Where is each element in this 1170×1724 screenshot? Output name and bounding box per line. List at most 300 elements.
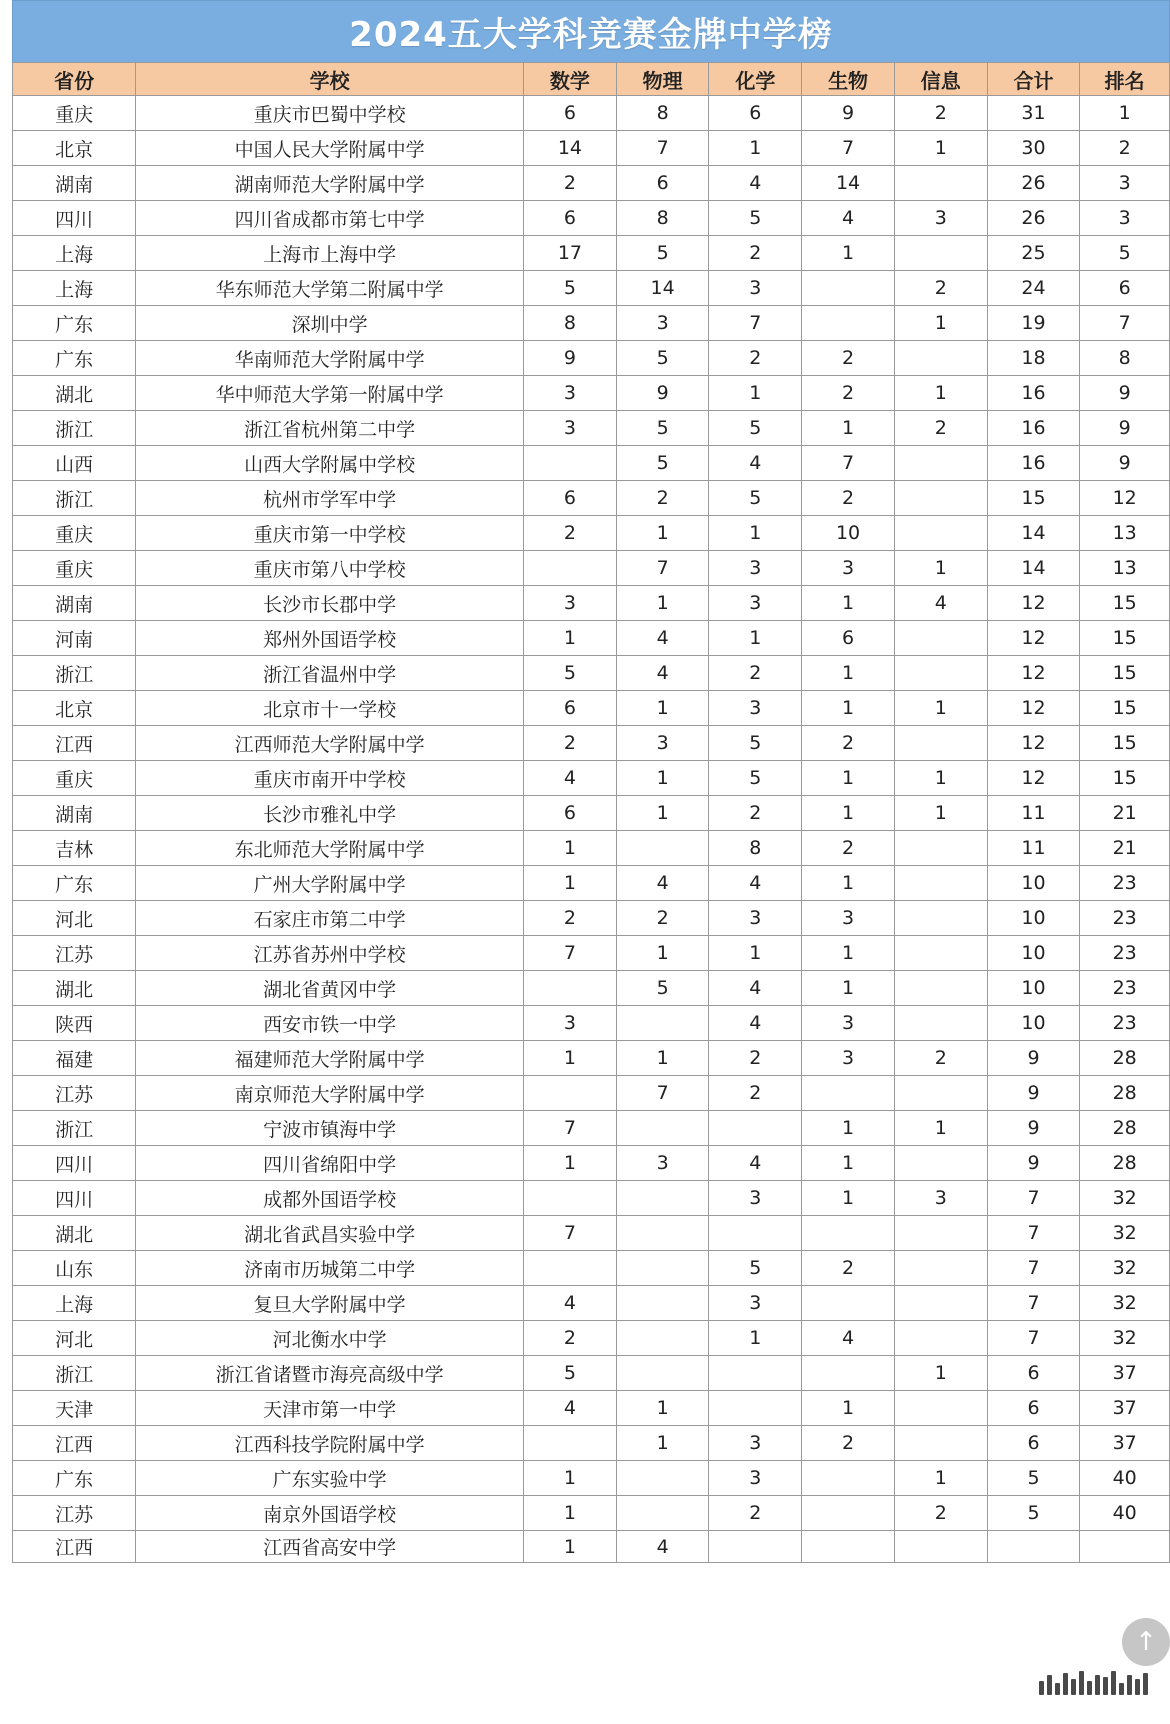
table-row	[13, 1531, 1170, 1563]
cell-rank: 37	[1080, 1391, 1170, 1426]
cell-physics: 7	[616, 551, 709, 586]
cell-province: 湖南	[13, 796, 136, 831]
cell-physics: 5	[616, 236, 709, 271]
cell-chemistry: 1	[709, 131, 802, 166]
cell-physics: 5	[616, 341, 709, 376]
cell-physics	[616, 1006, 709, 1041]
cell-math: 6	[524, 481, 617, 516]
cell-chemistry: 1	[709, 621, 802, 656]
table-row	[13, 796, 1170, 831]
column-header-physics: 物理	[616, 63, 709, 96]
cell-total: 7	[987, 1251, 1080, 1286]
cell-informatics	[894, 1146, 987, 1181]
cell-math: 3	[524, 411, 617, 446]
cell-chemistry: 2	[709, 656, 802, 691]
cell-physics: 1	[616, 691, 709, 726]
cell-physics: 1	[616, 1426, 709, 1461]
cell-math: 1	[524, 1461, 617, 1496]
cell-physics: 3	[616, 1146, 709, 1181]
cell-school: 成都外国语学校	[136, 1181, 524, 1216]
cell-school: 湖北省武昌实验中学	[136, 1216, 524, 1251]
cell-math: 4	[524, 1286, 617, 1321]
cell-province: 四川	[13, 1181, 136, 1216]
cell-school: 郑州外国语学校	[136, 621, 524, 656]
cell-chemistry: 3	[709, 1286, 802, 1321]
cell-biology: 4	[802, 1321, 895, 1356]
table-row	[13, 1146, 1170, 1181]
cell-rank: 23	[1080, 971, 1170, 1006]
table-row	[13, 481, 1170, 516]
cell-total: 26	[987, 166, 1080, 201]
table-row	[13, 726, 1170, 761]
header-row	[13, 63, 1170, 96]
cell-math: 3	[524, 376, 617, 411]
cell-rank: 32	[1080, 1251, 1170, 1286]
cell-chemistry	[709, 1216, 802, 1251]
cell-chemistry: 5	[709, 1251, 802, 1286]
cell-biology: 1	[802, 796, 895, 831]
table-row	[13, 1461, 1170, 1496]
cell-total: 9	[987, 1146, 1080, 1181]
column-header-biology: 生物	[802, 63, 895, 96]
cell-school: 华南师范大学附属中学	[136, 341, 524, 376]
cell-chemistry: 2	[709, 1496, 802, 1531]
cell-rank: 21	[1080, 831, 1170, 866]
cell-province: 江苏	[13, 1496, 136, 1531]
cell-physics: 2	[616, 481, 709, 516]
table-row	[13, 971, 1170, 1006]
cell-province: 湖北	[13, 1216, 136, 1251]
cell-informatics	[894, 866, 987, 901]
cell-province: 河南	[13, 621, 136, 656]
ranking-table	[12, 62, 1170, 1563]
cell-informatics: 1	[894, 761, 987, 796]
cell-chemistry: 5	[709, 481, 802, 516]
cell-physics: 9	[616, 376, 709, 411]
cell-math: 6	[524, 691, 617, 726]
cell-total: 12	[987, 726, 1080, 761]
cell-physics	[616, 1111, 709, 1146]
cell-biology: 3	[802, 551, 895, 586]
watermark-bars-icon	[1039, 1671, 1148, 1695]
cell-math: 5	[524, 271, 617, 306]
table-row	[13, 691, 1170, 726]
cell-school: 西安市铁一中学	[136, 1006, 524, 1041]
cell-physics: 7	[616, 131, 709, 166]
table-row	[13, 131, 1170, 166]
cell-total: 25	[987, 236, 1080, 271]
cell-total: 12	[987, 761, 1080, 796]
table-row	[13, 201, 1170, 236]
cell-province: 天津	[13, 1391, 136, 1426]
cell-biology	[802, 1496, 895, 1531]
cell-province: 上海	[13, 1286, 136, 1321]
cell-province: 北京	[13, 691, 136, 726]
cell-province: 广东	[13, 1461, 136, 1496]
cell-informatics	[894, 166, 987, 201]
cell-rank: 28	[1080, 1041, 1170, 1076]
cell-chemistry: 4	[709, 866, 802, 901]
cell-chemistry: 2	[709, 1076, 802, 1111]
cell-math	[524, 551, 617, 586]
cell-physics: 4	[616, 656, 709, 691]
cell-province: 陕西	[13, 1006, 136, 1041]
table-row	[13, 1076, 1170, 1111]
cell-math	[524, 971, 617, 1006]
table-row	[13, 166, 1170, 201]
cell-math: 2	[524, 1321, 617, 1356]
cell-biology: 9	[802, 96, 895, 131]
cell-physics: 8	[616, 96, 709, 131]
cell-chemistry: 5	[709, 726, 802, 761]
cell-informatics: 2	[894, 1041, 987, 1076]
cell-rank: 9	[1080, 411, 1170, 446]
cell-chemistry: 3	[709, 901, 802, 936]
cell-chemistry	[709, 1356, 802, 1391]
watermark	[1039, 1666, 1148, 1700]
cell-school: 济南市历城第二中学	[136, 1251, 524, 1286]
cell-chemistry: 4	[709, 1006, 802, 1041]
column-header-total: 合计	[987, 63, 1080, 96]
cell-school: 山西大学附属中学校	[136, 446, 524, 481]
title-bar	[12, 0, 1170, 62]
cell-chemistry: 3	[709, 1461, 802, 1496]
cell-biology: 1	[802, 1146, 895, 1181]
cell-math: 1	[524, 1531, 617, 1563]
cell-province: 河北	[13, 901, 136, 936]
cell-province: 浙江	[13, 656, 136, 691]
cell-school: 四川省绵阳中学	[136, 1146, 524, 1181]
cell-informatics	[894, 481, 987, 516]
cell-informatics	[894, 1426, 987, 1461]
cell-chemistry: 2	[709, 341, 802, 376]
cell-total: 12	[987, 691, 1080, 726]
cell-rank: 23	[1080, 901, 1170, 936]
cell-school: 湖北省黄冈中学	[136, 971, 524, 1006]
cell-school: 长沙市长郡中学	[136, 586, 524, 621]
page-title: 2024五大学科竞赛金牌中学榜	[349, 15, 833, 55]
cell-chemistry: 4	[709, 971, 802, 1006]
cell-chemistry: 2	[709, 796, 802, 831]
cell-rank: 15	[1080, 586, 1170, 621]
cell-rank: 23	[1080, 866, 1170, 901]
cell-informatics	[894, 1321, 987, 1356]
cell-informatics	[894, 1076, 987, 1111]
cell-informatics: 2	[894, 271, 987, 306]
cell-informatics	[894, 236, 987, 271]
cell-biology: 6	[802, 621, 895, 656]
cell-school: 南京外国语学校	[136, 1496, 524, 1531]
cell-math	[524, 1076, 617, 1111]
table-row	[13, 621, 1170, 656]
cell-school: 华东师范大学第二附属中学	[136, 271, 524, 306]
cell-rank: 15	[1080, 691, 1170, 726]
cell-physics: 3	[616, 306, 709, 341]
cell-province: 浙江	[13, 411, 136, 446]
table-row	[13, 901, 1170, 936]
cell-physics: 1	[616, 761, 709, 796]
cell-school: 上海市上海中学	[136, 236, 524, 271]
cell-physics: 1	[616, 586, 709, 621]
cell-chemistry: 3	[709, 691, 802, 726]
cell-biology: 1	[802, 586, 895, 621]
table-row	[13, 1356, 1170, 1391]
cell-total: 10	[987, 1006, 1080, 1041]
cell-biology	[802, 271, 895, 306]
cell-physics	[616, 1286, 709, 1321]
cell-physics: 1	[616, 936, 709, 971]
table-row	[13, 761, 1170, 796]
cell-math: 9	[524, 341, 617, 376]
cell-math: 14	[524, 131, 617, 166]
cell-total: 12	[987, 586, 1080, 621]
cell-rank: 23	[1080, 1006, 1170, 1041]
cell-informatics	[894, 936, 987, 971]
cell-informatics	[894, 1531, 987, 1563]
cell-math	[524, 1426, 617, 1461]
cell-rank: 15	[1080, 621, 1170, 656]
cell-rank: 40	[1080, 1496, 1170, 1531]
table-row	[13, 1006, 1170, 1041]
cell-biology	[802, 306, 895, 341]
cell-physics: 4	[616, 1531, 709, 1563]
cell-physics: 2	[616, 901, 709, 936]
cell-school: 北京市十一学校	[136, 691, 524, 726]
cell-total: 11	[987, 831, 1080, 866]
cell-total: 16	[987, 376, 1080, 411]
cell-total: 24	[987, 271, 1080, 306]
cell-math	[524, 1181, 617, 1216]
cell-biology: 4	[802, 201, 895, 236]
cell-biology: 1	[802, 971, 895, 1006]
cell-rank: 5	[1080, 236, 1170, 271]
cell-chemistry: 1	[709, 1321, 802, 1356]
cell-total: 10	[987, 971, 1080, 1006]
cell-total: 10	[987, 936, 1080, 971]
cell-province: 吉林	[13, 831, 136, 866]
cell-province: 重庆	[13, 551, 136, 586]
table-row	[13, 271, 1170, 306]
cell-province: 上海	[13, 271, 136, 306]
cell-province: 浙江	[13, 481, 136, 516]
cell-informatics: 1	[894, 1461, 987, 1496]
cell-total: 7	[987, 1286, 1080, 1321]
cell-total: 7	[987, 1181, 1080, 1216]
cell-province: 广东	[13, 866, 136, 901]
cell-province: 四川	[13, 201, 136, 236]
cell-rank: 21	[1080, 796, 1170, 831]
table-row	[13, 1216, 1170, 1251]
cell-rank	[1080, 1531, 1170, 1563]
cell-rank: 15	[1080, 761, 1170, 796]
cell-informatics	[894, 621, 987, 656]
table-row	[13, 1286, 1170, 1321]
cell-school: 重庆市巴蜀中学校	[136, 96, 524, 131]
cell-school: 重庆市第一中学校	[136, 516, 524, 551]
cell-informatics: 2	[894, 411, 987, 446]
cell-school: 东北师范大学附属中学	[136, 831, 524, 866]
cell-chemistry	[709, 1111, 802, 1146]
cell-math: 6	[524, 201, 617, 236]
cell-math: 5	[524, 1356, 617, 1391]
column-header-school: 学校	[136, 63, 524, 96]
cell-math: 7	[524, 936, 617, 971]
cell-math: 6	[524, 796, 617, 831]
cell-total: 5	[987, 1496, 1080, 1531]
cell-chemistry: 7	[709, 306, 802, 341]
cell-biology: 1	[802, 656, 895, 691]
cell-math: 6	[524, 96, 617, 131]
cell-biology: 2	[802, 1251, 895, 1286]
cell-school: 中国人民大学附属中学	[136, 131, 524, 166]
cell-informatics	[894, 1251, 987, 1286]
cell-province: 湖南	[13, 166, 136, 201]
cell-rank: 28	[1080, 1146, 1170, 1181]
cell-math: 2	[524, 516, 617, 551]
cell-total: 10	[987, 866, 1080, 901]
table-row	[13, 411, 1170, 446]
cell-rank: 37	[1080, 1356, 1170, 1391]
cell-math: 7	[524, 1216, 617, 1251]
cell-rank: 15	[1080, 726, 1170, 761]
cell-informatics: 1	[894, 131, 987, 166]
cell-chemistry: 5	[709, 201, 802, 236]
cell-rank: 8	[1080, 341, 1170, 376]
cell-school: 石家庄市第二中学	[136, 901, 524, 936]
cell-math: 2	[524, 166, 617, 201]
cell-chemistry: 5	[709, 411, 802, 446]
column-header-informatics: 信息	[894, 63, 987, 96]
cell-chemistry: 4	[709, 1146, 802, 1181]
cell-rank: 23	[1080, 936, 1170, 971]
cell-physics	[616, 1216, 709, 1251]
table-row	[13, 1391, 1170, 1426]
cell-physics	[616, 1356, 709, 1391]
cell-school: 广东实验中学	[136, 1461, 524, 1496]
cell-school: 重庆市南开中学校	[136, 761, 524, 796]
cell-informatics	[894, 1391, 987, 1426]
cell-biology: 3	[802, 901, 895, 936]
cell-chemistry: 3	[709, 1426, 802, 1461]
table-row	[13, 1426, 1170, 1461]
cell-physics	[616, 831, 709, 866]
cell-math: 3	[524, 586, 617, 621]
cell-physics	[616, 1181, 709, 1216]
cell-biology: 1	[802, 411, 895, 446]
cell-physics: 1	[616, 796, 709, 831]
cell-total: 7	[987, 1321, 1080, 1356]
table-row	[13, 1111, 1170, 1146]
table-row	[13, 1041, 1170, 1076]
table-row	[13, 656, 1170, 691]
cell-physics: 8	[616, 201, 709, 236]
cell-biology: 1	[802, 1111, 895, 1146]
cell-chemistry: 4	[709, 446, 802, 481]
cell-total: 6	[987, 1426, 1080, 1461]
cell-chemistry: 3	[709, 551, 802, 586]
cell-informatics: 3	[894, 1181, 987, 1216]
table-row	[13, 236, 1170, 271]
cell-total: 18	[987, 341, 1080, 376]
cell-chemistry: 3	[709, 271, 802, 306]
cell-rank: 9	[1080, 446, 1170, 481]
cell-province: 湖北	[13, 376, 136, 411]
cell-school: 江苏省苏州中学校	[136, 936, 524, 971]
cell-rank: 9	[1080, 376, 1170, 411]
cell-biology: 1	[802, 691, 895, 726]
cell-chemistry: 1	[709, 936, 802, 971]
cell-physics: 4	[616, 621, 709, 656]
cell-math: 3	[524, 1006, 617, 1041]
cell-chemistry: 1	[709, 516, 802, 551]
cell-biology: 2	[802, 481, 895, 516]
cell-math: 5	[524, 656, 617, 691]
cell-math: 2	[524, 726, 617, 761]
cell-physics: 6	[616, 166, 709, 201]
cell-biology: 10	[802, 516, 895, 551]
cell-province: 湖北	[13, 971, 136, 1006]
cell-rank: 32	[1080, 1216, 1170, 1251]
cell-chemistry	[709, 1531, 802, 1563]
column-header-chemistry: 化学	[709, 63, 802, 96]
cell-biology: 2	[802, 1426, 895, 1461]
cell-math	[524, 446, 617, 481]
cell-total: 14	[987, 551, 1080, 586]
cell-province: 浙江	[13, 1356, 136, 1391]
cell-school: 深圳中学	[136, 306, 524, 341]
cell-informatics	[894, 1216, 987, 1251]
cell-total: 16	[987, 411, 1080, 446]
table-row	[13, 831, 1170, 866]
cell-total: 15	[987, 481, 1080, 516]
cell-biology: 1	[802, 1181, 895, 1216]
cell-informatics	[894, 341, 987, 376]
table-row	[13, 1321, 1170, 1356]
cell-biology: 14	[802, 166, 895, 201]
cell-school: 宁波市镇海中学	[136, 1111, 524, 1146]
cell-school: 浙江省杭州第二中学	[136, 411, 524, 446]
table-row	[13, 1251, 1170, 1286]
table-row	[13, 586, 1170, 621]
cell-biology: 2	[802, 831, 895, 866]
cell-school: 四川省成都市第七中学	[136, 201, 524, 236]
cell-biology: 1	[802, 1391, 895, 1426]
cell-informatics: 1	[894, 306, 987, 341]
cell-rank: 13	[1080, 516, 1170, 551]
cell-school: 福建师范大学附属中学	[136, 1041, 524, 1076]
cell-biology	[802, 1076, 895, 1111]
cell-province: 江西	[13, 1531, 136, 1563]
cell-province: 上海	[13, 236, 136, 271]
cell-math: 1	[524, 866, 617, 901]
cell-biology: 1	[802, 866, 895, 901]
cell-math: 4	[524, 761, 617, 796]
cell-math: 1	[524, 621, 617, 656]
column-header-rank: 排名	[1080, 63, 1170, 96]
cell-rank: 15	[1080, 656, 1170, 691]
cell-school: 河北衡水中学	[136, 1321, 524, 1356]
cell-province: 重庆	[13, 96, 136, 131]
cell-informatics: 2	[894, 1496, 987, 1531]
table-row	[13, 1181, 1170, 1216]
cell-rank: 32	[1080, 1321, 1170, 1356]
cell-informatics: 1	[894, 691, 987, 726]
table-row	[13, 446, 1170, 481]
scroll-top-icon[interactable]: ↑	[1122, 1618, 1170, 1666]
cell-total: 9	[987, 1076, 1080, 1111]
table-row	[13, 341, 1170, 376]
cell-province: 山西	[13, 446, 136, 481]
